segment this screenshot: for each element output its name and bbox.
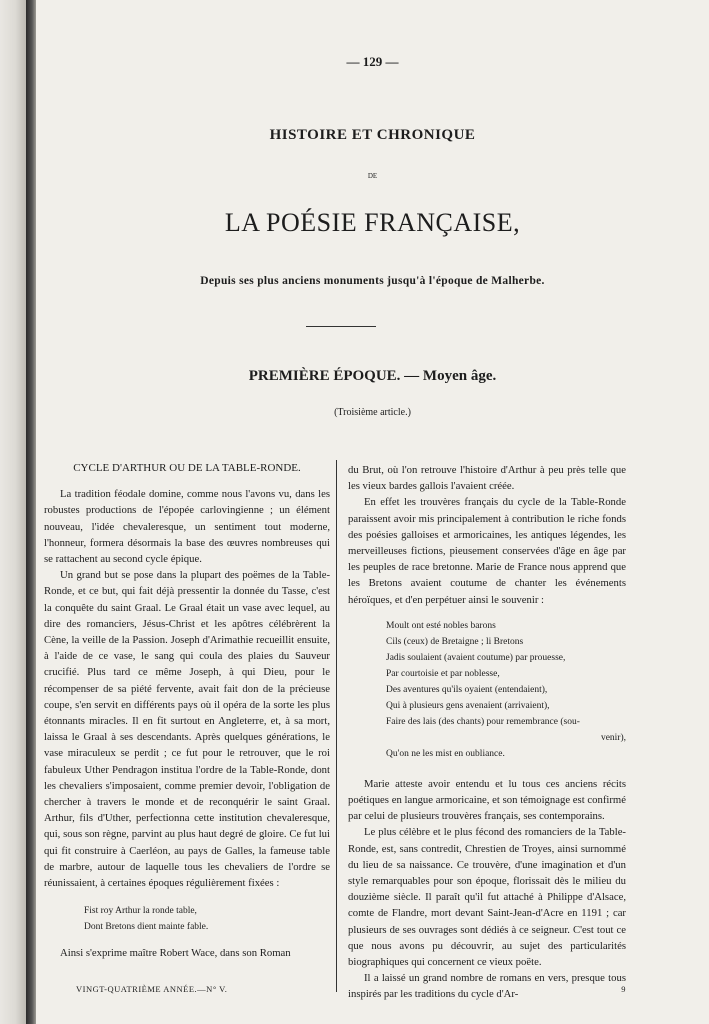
verse-line: Dont Bretons dient mainte fable.: [84, 922, 209, 933]
right-paragraph-3: Marie atteste avoir entendu et lu tous ces anciens récits poétiques en langue armoricaine, et son témoignage est confirmé par celui de plusieurs trouvères français, ses contemporains.: [348, 777, 626, 823]
left-verse-quote: [84, 903, 330, 935]
verse-line: Des aventures qu'ils oyaient (entendaient),: [386, 684, 548, 695]
right-paragraph-5: Il a laissé un grand nombre de romans en vers, presque tous inspirés par les traditions du cycle d'Ar-: [348, 972, 626, 1001]
title-line-1: HISTOIRE ET CHRONIQUE: [269, 127, 476, 143]
right-paragraph-2: En effet les trouvères français du cycle de la Table-Ronde paraissent avoir mis principalement à contribution le riche fonds des poésies galloises et armoricaines, les antiques légendes, les merveilleuses fictions, pieusement conservées d'âge en âge par les peuples de race bretonne. Marie de France nous apprend que les Bretons avaient coutume de chanter les événements héroïques, et d'en perpétuer ainsi le souvenir :: [348, 496, 626, 606]
main-title: LA POÉSIE FRANÇAISE,: [224, 208, 521, 237]
right-paragraph-1: du Brut, où l'on retrouve l'histoire d'Arthur à peu près telle que les vieux bardes gallois l'avaient créée.: [348, 464, 626, 493]
verse-line: Moult ont esté nobles barons: [386, 620, 496, 631]
verse-line: Par courtoisie et par noblesse,: [386, 668, 500, 679]
book-spine-edge: [0, 0, 26, 1024]
title-de: DE: [367, 172, 378, 180]
verse-line: Qui à plusieurs gens avenaient (arrivaient),: [386, 700, 550, 711]
right-column: [348, 462, 626, 1003]
left-paragraph-1: La tradition féodale domine, comme nous l'avons vu, dans les robustes productions de l'épopée carlovingienne ; un élément nouveau, l'idée chevaleresque, un sentiment tout moderne, l'honneur, formera désormais la base des œuvres nombreuses qui se rattachent au second cycle épique.: [44, 488, 330, 566]
subtitle: Depuis ses plus anciens monuments jusqu'à l'époque de Malherbe.: [200, 275, 545, 287]
footer-issue: VINGT-QUATRIÈME ANNÉE.—N° V.: [76, 984, 228, 994]
section-heading: CYCLE D'ARTHUR OU DE LA TABLE-RONDE.: [73, 462, 301, 474]
title-divider: [306, 326, 376, 327]
left-closing-line: Ainsi s'exprime maître Robert Wace, dans son Roman: [60, 947, 291, 960]
left-paragraph-2: Un grand but se pose dans la plupart des poëmes de la Table-Ronde, et ce but, qui fait déjà pressentir la donnée du Tasse, c'est la conquête du saint Graal. Le Graal était un vase avec lequel, au dire des romanciers, Jésus-Christ et les apôtres célébrèrent la Cène, la veille de la Passion. Joseph d'Arimathie recueillit ensuite, à l'aide de ce vase, le sang qui coula des plaies du Sauveur crucifié. Plus tard ce même Joseph, à qui Dieu, pour le récompenser de sa piété fervente, avait fait don de la précieuse coupe, s'en servit en différents pays où il opéra de la sorte les plus étonnants miracles. Il en fit surtout en Angleterre, et, à sa mort, laissa le Graal à ses descendants. Après quelques générations, le vase miraculeux se perdit ; ce fut pour le retrouver, que le roi fabuleux Uther Pendragon institua l'ordre de la Table-Ronde, dont les chevaliers s'imposaient, comme premier devoir, l'obligation de chercher à travers le monde et de reconquérir le saint Graal. Arthur, fils d'Uther, perfectionna cette institution chevaleresque, qui, sous son règne, parvint au plus haut degré de gloire. Ce fut lui qui fit construire à Caerléon, au pays de Galles, la fameuse table de marbre, autour de laquelle tous les chevaliers de l'ordre se réunissaient, à certaines époques régulièrement fixées :: [44, 569, 330, 890]
right-paragraph-4: Le plus célèbre et le plus fécond des romanciers de la Table-Ronde, est, sans contredit, Chrestien de Troyes, ainsi surnommé du lieu de sa naissance. Ce trouvère, d'une imagination et d'un style remarquables pour son époque, florissait dès le milieu du douzième siècle. Il paraît qu'il fut attaché à Philippe d'Alsace, comte de Flandre, mort devant Saint-Jean-d'Acre en 1191 ; car plusieurs de ses ouvrages sont dédiés à ce seigneur. C'est tout ce que nous avons pu découvrir, au sujet des particularités biographiques qui concernent ce vieux poëte.: [348, 826, 626, 969]
column-divider: [336, 460, 337, 992]
footer-signature: 9: [621, 984, 626, 994]
verse-line: Jadis soulaient (avaient coutume) par prouesse,: [386, 652, 566, 663]
left-column: [44, 460, 330, 961]
document-page: [36, 0, 709, 1024]
right-verse-quote: [386, 618, 626, 762]
verse-line: Qu'on ne les mist en oubliance.: [386, 748, 505, 759]
page-footer: [76, 984, 626, 994]
page-number: — 129 —: [346, 54, 399, 69]
verse-line: Faire des lais (des chants) pour remembrance (sou-: [386, 716, 580, 727]
verse-line: Fist roy Arthur la ronde table,: [84, 906, 197, 917]
article-note: (Troisième article.): [334, 407, 411, 418]
binding-gutter: [26, 0, 36, 1024]
verse-line-continuation: venir),: [600, 732, 626, 743]
verse-line: Cils (ceux) de Bretaigne ; li Bretons: [386, 636, 524, 647]
epoch-heading: PREMIÈRE ÉPOQUE. — Moyen âge.: [248, 368, 497, 384]
